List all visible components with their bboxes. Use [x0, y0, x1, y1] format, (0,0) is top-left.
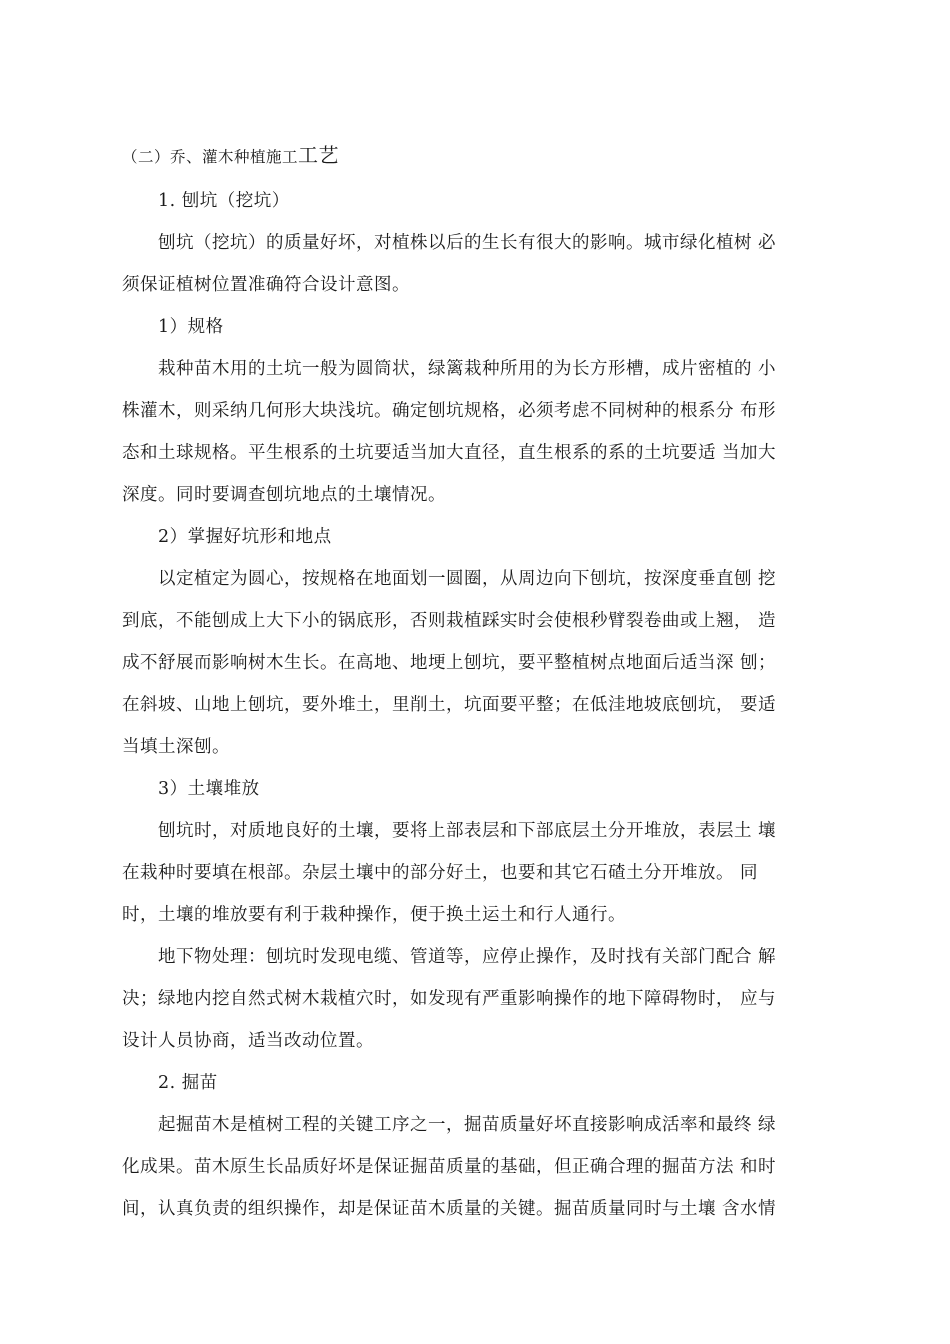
- body-text: [122, 180, 834, 1230]
- paragraph-line: 时，土壤的堆放要有利于栽种操作，便于换土运土和行人通行。: [122, 905, 626, 925]
- section-heading-text-large: 工艺: [298, 143, 340, 167]
- paragraph-line: 刨坑（挖坑）的质量好坏，对植株以后的生长有很大的影响。城市绿化植树 必: [158, 233, 777, 253]
- subheading-seedling-digging: 2. 掘苗: [158, 1073, 218, 1093]
- paragraph-line: 决；绿地内挖自然式树木栽植穴时，如发现有严重影响操作的地下障碍物时， 应与: [122, 989, 777, 1009]
- paragraph-line: 以定植定为圆心，按规格在地面划一圆圈，从周边向下刨坑，按深度垂直刨 挖: [158, 569, 777, 589]
- paragraph-line: 须保证植树位置准确符合设计意图。: [122, 275, 410, 295]
- paragraph-line: 化成果。苗木原生长品质好坏是保证掘苗质量的基础，但正确合理的掘苗方法 和时: [122, 1157, 777, 1177]
- subheading-soil-piling: 3）土壤堆放: [158, 779, 260, 799]
- paragraph-line: 栽种苗木用的土坑一般为圆筒状，绿篱栽种所用的为长方形槽，成片密植的 小: [158, 359, 777, 379]
- paragraph-line: 在斜坡、山地上刨坑，要外堆土，里削土，坑面要平整；在低洼地坡底刨坑， 要适: [122, 695, 777, 715]
- paragraph-line: 起掘苗木是植树工程的关键工序之一，掘苗质量好坏直接影响成活率和最终 绿: [158, 1115, 777, 1135]
- section-heading-text: （二）乔、灌木种植施工: [122, 148, 299, 166]
- subheading-specifications: 1）规格: [158, 317, 224, 337]
- paragraph-line: 设计人员协商，适当改动位置。: [122, 1031, 374, 1051]
- subheading-pit-shape: 2）掌握好坑形和地点: [158, 527, 332, 547]
- paragraph-line: 地下物处理：刨坑时发现电缆、管道等，应停止操作，及时找有关部门配合 解: [158, 947, 777, 967]
- paragraph-line: 间，认真负责的组织操作，却是保证苗木质量的关键。掘苗质量同时与土壤 含水情: [122, 1199, 777, 1219]
- paragraph-line: 到底，不能刨成上大下小的锅底形，否则栽植踩实时会使根秒臂裂卷曲或上翘， 造: [122, 611, 777, 631]
- subheading-digging-pits: 1. 刨坑（挖坑）: [158, 191, 290, 211]
- paragraph-line: 株灌木，则采纳几何形大块浅坑。确定刨坑规格，必须考虑不同树种的根系分 布形: [122, 401, 777, 421]
- paragraph-line: 成不舒展而影响树木生长。在高地、地埂上刨坑，要平整植树点地面后适当深 刨；: [122, 653, 777, 673]
- section-heading: [122, 134, 339, 176]
- paragraph-line: 深度。同时要调查刨坑地点的土壤情况。: [122, 485, 446, 505]
- paragraph-line: 态和土球规格。平生根系的土坑要适当加大直径，直生根系的系的土坑要适 当加大: [122, 443, 777, 463]
- paragraph-line: 刨坑时，对质地良好的土壤，要将上部表层和下部底层土分开堆放，表层土 壤: [158, 821, 777, 841]
- paragraph-line: 当填土深刨。: [122, 737, 230, 757]
- paragraph-line: 在栽种时要填在根部。杂层土壤中的部分好土，也要和其它石碴土分开堆放。 同: [122, 863, 759, 883]
